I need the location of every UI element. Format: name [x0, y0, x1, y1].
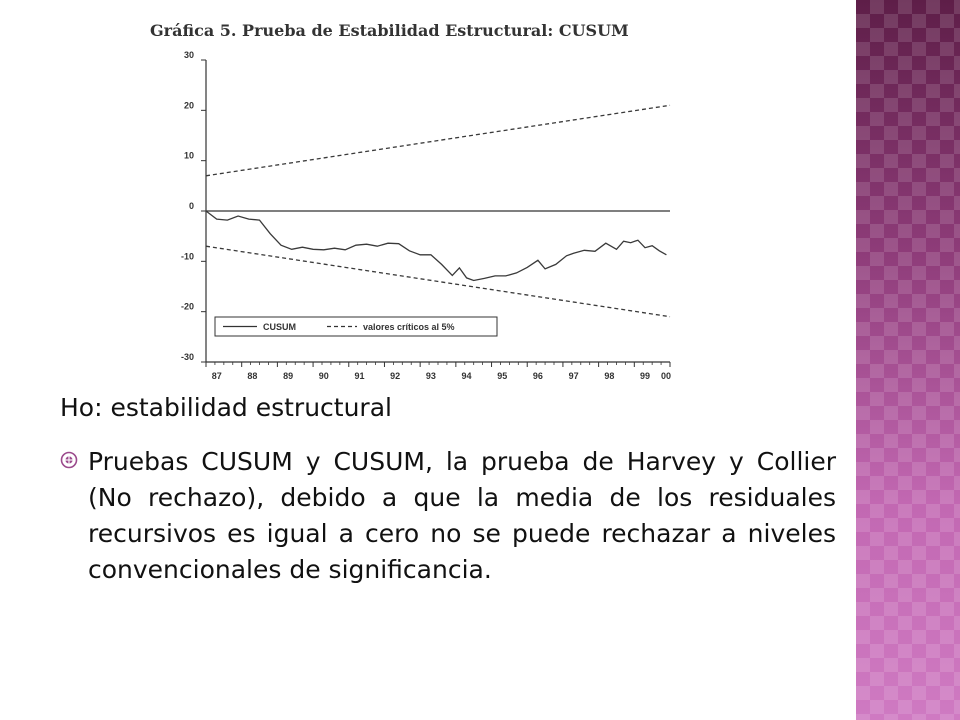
legend-label-critical: valores críticos al 5% — [363, 322, 455, 332]
y-tick-label: -20 — [180, 301, 194, 312]
chart-title: Gráfica 5. Prueba de Estabilidad Estructural: CUSUM — [150, 21, 629, 40]
x-tick-label: 92 — [390, 371, 401, 381]
y-tick-label: -10 — [180, 251, 194, 262]
x-tick-label: 99 — [640, 371, 651, 381]
chart-legend — [215, 317, 497, 336]
chart-series — [206, 105, 670, 316]
critical-lower-line — [206, 246, 670, 317]
y-tick-label: 20 — [183, 100, 194, 111]
x-tick-label: 98 — [604, 371, 615, 381]
x-tick-label: 91 — [354, 371, 365, 381]
x-tick-label: 95 — [497, 371, 508, 381]
y-tick-label: 30 — [183, 50, 194, 60]
bullet-target-icon — [60, 451, 78, 469]
x-tick-label: 88 — [247, 371, 258, 381]
x-tick-label: 94 — [461, 371, 472, 381]
bullet-text: Pruebas CUSUM y CUSUM, la prueba de Harvey y Collier (No rechazo), debido a que la media de los residuales recursivos es igual a cero no se puede rechazar a niveles convencionales de significancia. — [88, 447, 836, 584]
x-tick-label: 93 — [425, 371, 436, 381]
y-tick-label: 0 — [188, 201, 194, 211]
decorative-side-band — [856, 0, 960, 720]
x-tick-label: 96 — [532, 371, 543, 381]
bullet-item — [60, 444, 836, 588]
hypothesis-text: Ho: estabilidad estructural — [60, 393, 392, 422]
x-tick-label: 97 — [568, 371, 579, 381]
critical-upper-line — [206, 105, 670, 176]
x-tick-label: 90 — [318, 371, 329, 381]
cusum-line — [206, 211, 666, 281]
legend-label-cusum: CUSUM — [263, 322, 296, 332]
y-tick-label: -30 — [180, 352, 194, 362]
y-tick-label: 10 — [183, 150, 194, 161]
x-tick-label: 89 — [283, 371, 294, 381]
cusum-chart — [0, 0, 860, 390]
x-tick-label: 87 — [211, 371, 222, 381]
x-tick-label: 00 — [660, 371, 672, 381]
